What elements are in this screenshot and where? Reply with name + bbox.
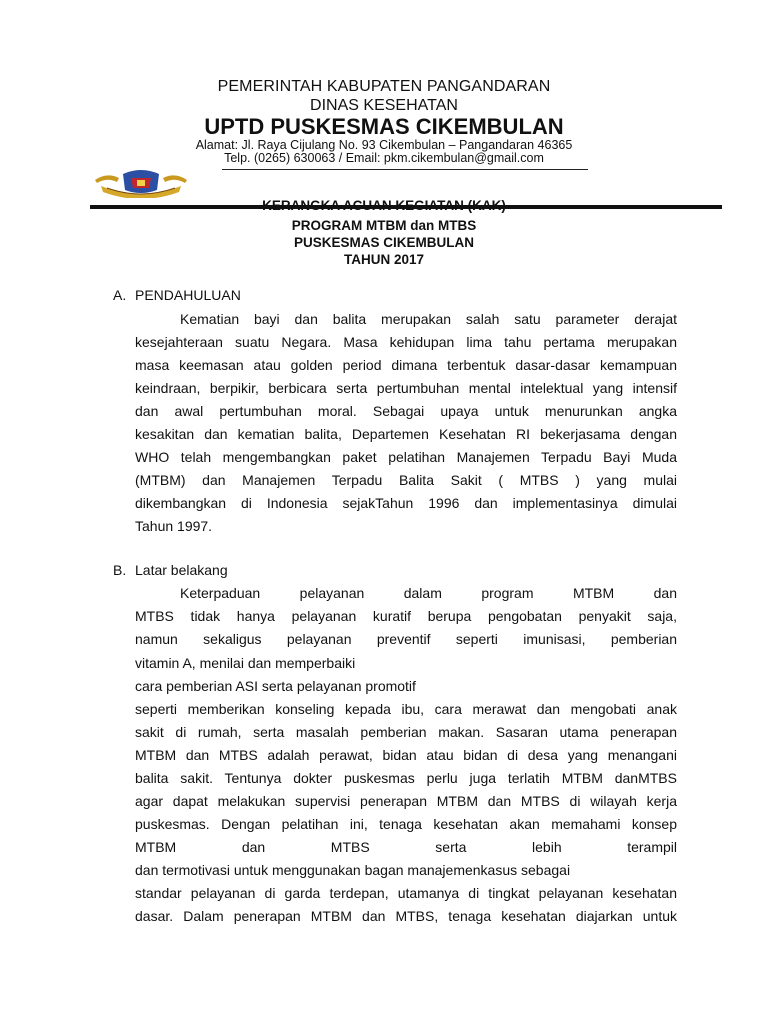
section-b-title: Latar belakang [135, 562, 228, 578]
section-b-line: seperti memberikan konseling kepada ibu, cara merawat dan mengobati anak [135, 701, 677, 717]
section-b-line: MTBS tidak hanya pelayanan kuratif berupa pengobatan penyakit saja, [135, 608, 677, 624]
section-a-letter: A. [113, 287, 127, 303]
section-b-line: cara pemberian ASI serta pelayanan promotif [135, 678, 416, 694]
section-a-line: keindraan, berpikir, berbicara serta pertumbuhan mental intelektual yang intensif [135, 380, 677, 396]
letterhead-department: DINAS KESEHATAN [310, 97, 458, 114]
puskesmas-title: PUSKESMAS CIKEMBULAN [293, 235, 474, 250]
section-a-line: WHO telah mengembangkan paket pelatihan Manajemen Terpadu Bayi Muda [135, 449, 677, 465]
section-b-line: dan termotivasi untuk menggunakan bagan manajemenkasus sebagai [135, 862, 571, 878]
section-a-heading [113, 287, 241, 303]
section-b-line: Keterpaduan pelayanan dalam program MTBM dan [180, 585, 677, 601]
kak-title: KERANGKA ACUAN KEGIATAN (KAK) [262, 198, 506, 213]
regency-emblem-logo [93, 168, 189, 198]
section-a-line: kesejahteraan suatu Negara. Masa kehidupan lima tahu pertama merupakan [135, 334, 677, 350]
section-a-line: Kematian bayi dan balita merupakan salah satu parameter derajat [180, 311, 677, 327]
section-a-line: dikembangkan di Indonesia sejakTahun 1996 dan implementasinya dimulai [135, 495, 677, 511]
section-b-letter: B. [113, 562, 127, 578]
section-b-line: balita sakit. Tentunya dokter puskesmas perlu juga terlatih MTBM danMTBS [135, 770, 677, 786]
letterhead-institution: UPTD PUSKESMAS CIKEMBULAN [204, 114, 564, 139]
letterhead-divider [222, 169, 588, 170]
section-a-line: kesakitan dan kematian balita, Departemen Kesehatan RI bekerjasama dengan [135, 426, 677, 442]
section-b-line: sakit di rumah, serta masalah pemberian makan. Sasaran utama penerapan [135, 724, 677, 740]
section-b-line: MTBM dan MTBS serta lebih terampil [135, 839, 677, 855]
section-a-title: PENDAHULUAN [135, 287, 241, 303]
letterhead-address: Alamat: Jl. Raya Cijulang No. 93 Cikembulan – Pangandaran 46365 [195, 138, 573, 152]
section-a-line: masa keemasan atau golden period dimana terbentuk dasar-dasar kemampuan [135, 357, 677, 373]
section-a-line: (MTBM) dan Manajemen Terpadu Balita Sakit ( MTBS ) yang mulai [135, 472, 677, 488]
section-b-line: puskesmas. Dengan pelatihan ini, tenaga kesehatan akan memahami konsep [135, 816, 677, 832]
section-a-line: Tahun 1997. [135, 518, 213, 534]
section-a-line: dan awal pertumbuhan moral. Sebagai upaya untuk menurunkan angka [135, 403, 677, 419]
letterhead-government: PEMERINTAH KABUPATEN PANGANDARAN [217, 78, 551, 95]
section-b-line: MTBM dan MTBS adalah perawat, bidan atau bidan di desa yang menangani [135, 747, 677, 763]
program-title: PROGRAM MTBM dan MTBS [291, 218, 477, 233]
section-b-line: standar pelayanan di garda terdepan, utamanya di tingkat pelayanan kesehatan [135, 885, 677, 901]
letterhead-contact: Telp. (0265) 630063 / Email: pkm.cikembulan@gmail.com [224, 151, 544, 165]
section-b-line: namun sekaligus pelayanan preventif seperti imunisasi, pemberian [135, 631, 677, 647]
section-b-line: dasar. Dalam penerapan MTBM dan MTBS, tenaga kesehatan diajarkan untuk [135, 908, 677, 924]
year-title: TAHUN 2017 [343, 252, 425, 267]
section-b-line: agar dapat melakukan supervisi penerapan MTBM dan MTBS di wilayah kerja [135, 793, 677, 809]
section-b-heading [113, 562, 228, 578]
section-b-line: vitamin A, menilai dan memperbaiki [135, 655, 356, 671]
